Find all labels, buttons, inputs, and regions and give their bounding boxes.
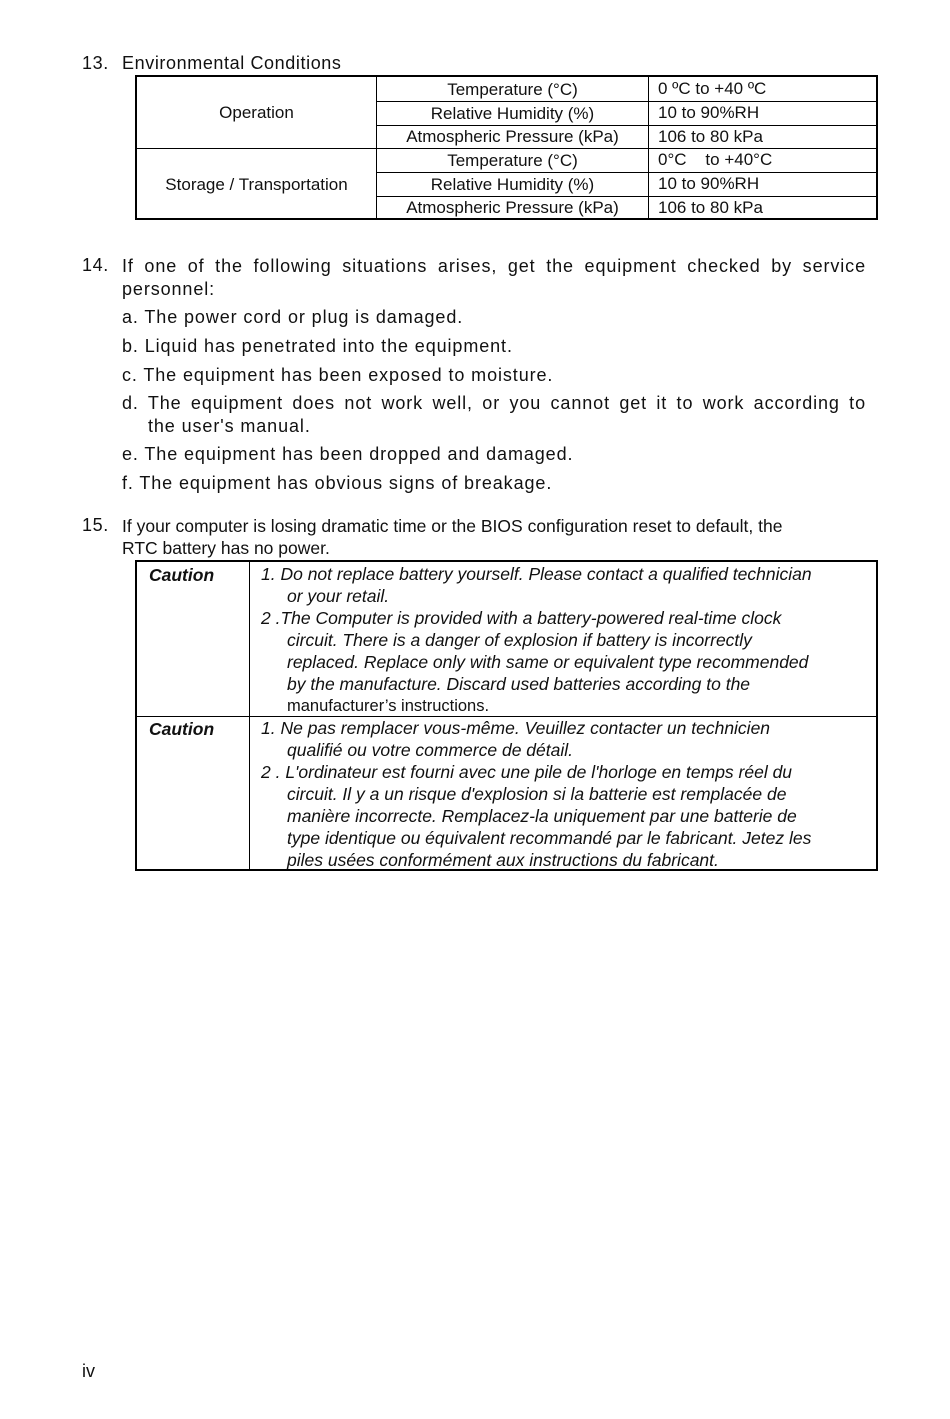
value-cell: 106 to 80 kPa — [658, 198, 763, 217]
section-13-number: 13. — [82, 53, 109, 73]
value-cell: 0 ºC to +40 ºC — [658, 79, 767, 98]
param-cell: Relative Humidity (%) — [430, 104, 595, 123]
param-cell: Atmospheric Pressure (kPa) — [406, 127, 619, 146]
group-label-operation: Operation — [219, 103, 294, 122]
caution-text-english: 1. Do not replace battery yourself. Please contact a qualified technician or your retail. 2 .The Computer is provided with a battery-powered real-time clock circuit. There is a danger of explosion if battery is incorrectly replaced. Replace only with same or equivalent type recommended by the manufacture. Discard used batteries according to the manufacturer’s instructions. — [261, 564, 812, 715]
param-cell: Temperature (°C) — [447, 80, 578, 99]
value-cell: 106 to 80 kPa — [658, 127, 763, 146]
section-15-intro-line1: If your computer is losing dramatic time or the BIOS configuration reset to default, the — [122, 516, 783, 536]
caution-label: Caution — [149, 565, 215, 585]
section-13-title: Environmental Conditions — [122, 53, 342, 73]
list-item-continuation: the user's manual. — [148, 416, 311, 436]
section-14-intro-line2: personnel: — [122, 279, 216, 299]
list-item: f. The equipment has obvious signs of breakage. — [122, 473, 553, 493]
value-cell: 10 to 90%RH — [658, 103, 760, 122]
list-item: a. The power cord or plug is damaged. — [122, 307, 464, 327]
section-15-number: 15. — [82, 515, 109, 535]
section-15-intro-line2: RTC battery has no power. — [122, 538, 330, 558]
page-number: iv — [82, 1361, 95, 1381]
caution-text-french: 1. Ne pas remplacer vous-même. Veuillez contacter un technicien qualifié ou votre commerce de détail. 2 . L'ordinateur est fourni avec une pile de l'horloge en temps réel du circuit. Il y a un risque d'explosion si la batterie est remplacée de manière incorrecte. Remplacez-la uniquement par une batterie de type identique ou équivalent recommandé par le fabricant. Jetez les piles usées conformément aux instructions du fabricant. — [261, 718, 812, 870]
param-cell: Temperature (°C) — [447, 151, 578, 170]
section-14-intro-line1: If one of the following situations arises, get the equipment checked by service — [122, 256, 866, 276]
caution-label: Caution — [149, 719, 215, 739]
value-cell: 0°C to +40°C — [658, 150, 773, 169]
caution-table — [135, 560, 878, 871]
list-item: b. Liquid has penetrated into the equipment. — [122, 336, 513, 356]
list-item: d. The equipment does not work well, or you cannot get it to work according to — [122, 393, 866, 413]
group-label-storage: Storage / Transportation — [165, 175, 348, 194]
section-14-number: 14. — [82, 255, 109, 275]
environmental-conditions-table — [135, 75, 878, 220]
list-item: c. The equipment has been exposed to moisture. — [122, 365, 554, 385]
list-item: e. The equipment has been dropped and damaged. — [122, 444, 574, 464]
param-cell: Relative Humidity (%) — [430, 175, 595, 194]
value-cell: 10 to 90%RH — [658, 174, 760, 193]
param-cell: Atmospheric Pressure (kPa) — [406, 198, 619, 217]
